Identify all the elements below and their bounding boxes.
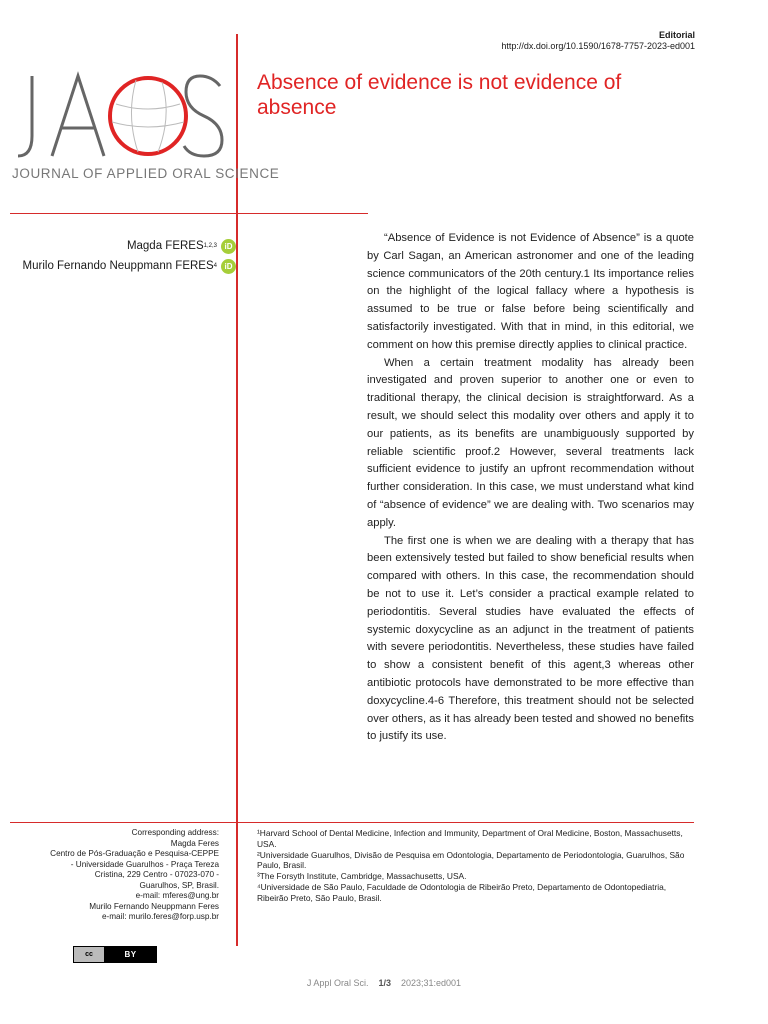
email-link[interactable]: e-mail: mferes@ung.br [135, 891, 219, 900]
journal-logo [12, 70, 280, 190]
affiliation-item: ³The Forsyth Institute, Cambridge, Massachusetts, USA. [257, 871, 467, 882]
author-row: Magda FERES 1,2,3 iD [23, 236, 236, 256]
address-line: Murilo Fernando Neuppmann Feres [89, 901, 219, 911]
by-label: BY [124, 950, 137, 959]
address-line: - Universidade Guarulhos - Praça Tereza [70, 859, 219, 869]
address-line: Guarulhos, SP, Brasil. [139, 880, 219, 890]
author-name[interactable]: Magda FERES [126, 240, 204, 252]
footer-journal: J Appl Oral Sci. [306, 978, 369, 988]
affiliation-item: ¹Harvard School of Dental Medicine, Infection and Immunity, Department of Oral Medicine, Boston, Massachusetts, USA. [257, 828, 683, 849]
logo-wordmark [12, 70, 228, 162]
author-list [23, 236, 236, 276]
email-link[interactable]: e-mail: murilo.feres@forp.usp.br [101, 912, 219, 921]
horizontal-divider-top [10, 213, 368, 214]
body-paragraph: “Absence of Evidence is not Evidence of Absence” is a quote by Carl Sagan, an American astronomer and one of the leading science communicators of the 20th century.1 Its importance relies on the highlight of the logical fallacy where a hypothesis is assumed to be true or false before being scientifically and satisfactorily investigated. With that in mind, in this editorial, we comment on how this premise directly applies to clinical practice. [367, 232, 694, 351]
affiliations [257, 828, 697, 904]
address-line: Magda Feres [170, 838, 219, 848]
doi-link[interactable]: http://dx.doi.org/10.1590/1678-7757-2023-ed001 [501, 41, 695, 51]
horizontal-divider-bottom [10, 822, 694, 823]
logo-journal-name: JOURNAL OF APPLIED ORAL SCIENCE [12, 166, 280, 181]
corresponding-address [9, 828, 219, 923]
affiliation-item: ⁴Universidade de São Paulo, Faculdade de Odontologia de Ribeirão Preto, Departamento de Odontopediatria, Ribeirão Preto, São Paulo, Brasil. [257, 881, 667, 903]
author-name[interactable]: Murilo Fernando Neuppmann FERES [22, 260, 214, 272]
address-line: Centro de Pós-Graduação e Pesquisa-CEPPE [50, 849, 219, 858]
address-line: Cristina, 229 Centro - 07023-070 - [94, 870, 219, 879]
article-type-label: Editorial [658, 30, 695, 40]
cc-icon: cc [74, 947, 105, 962]
article-title: Absence of evidence is not evidence of absence [257, 71, 622, 119]
body-paragraph: The first one is when we are dealing with a therapy that has been extensively tested but failed to show beneficial results when compared with others. In this case, the recommendation should be not to use it. Let’s consider a practical example related to periodontitis. Several studies have evaluated the effects of systemic doxycycline as an adjunct in the treatment of patients with severe periodontitis. Nevertheless, these studies have failed to show a consistent benefit of this agent,3 whereas other antibiotic protocols have demonstrated to be more effective than doxycycline.4-6 Therefore, this treatment should not be selected over others, as it has already been tested and showed no benefits to justify its use. [367, 534, 694, 743]
cc-by-license-badge[interactable] [73, 946, 157, 963]
affiliation-item: ²Universidade Guarulhos, Divisão de Pesquisa em Odontologia, Departamento de Periodontologia, Guarulhos, São Paulo, Brasil. [257, 849, 685, 871]
footer-page-number: 1/3 [378, 978, 391, 988]
orcid-icon[interactable]: iD [221, 259, 236, 274]
author-row: Murilo Fernando Neuppmann FERES 4 iD [23, 256, 236, 276]
corresponding-heading: Corresponding address: [131, 828, 219, 837]
footer-citation: 2023;31:ed001 [401, 978, 462, 988]
body-paragraph: When a certain treatment modality has already been investigated and proven superior to another one or even to traditional therapy, the clinical decision is straightforward. As a result, we should select this modality over others and apply it to our patients, as its benefits are unambiguously supported by reliable scientific proof.2 However, several treatments lack sufficient evidence to justify an upfront recommendation without further consideration. In this case, we must understand what kind of “absence of evidence” we are dealing with. Two scenarios may apply. [367, 356, 694, 529]
article-body [367, 230, 694, 746]
orcid-icon[interactable]: iD [221, 239, 236, 254]
page-footer [0, 978, 768, 988]
